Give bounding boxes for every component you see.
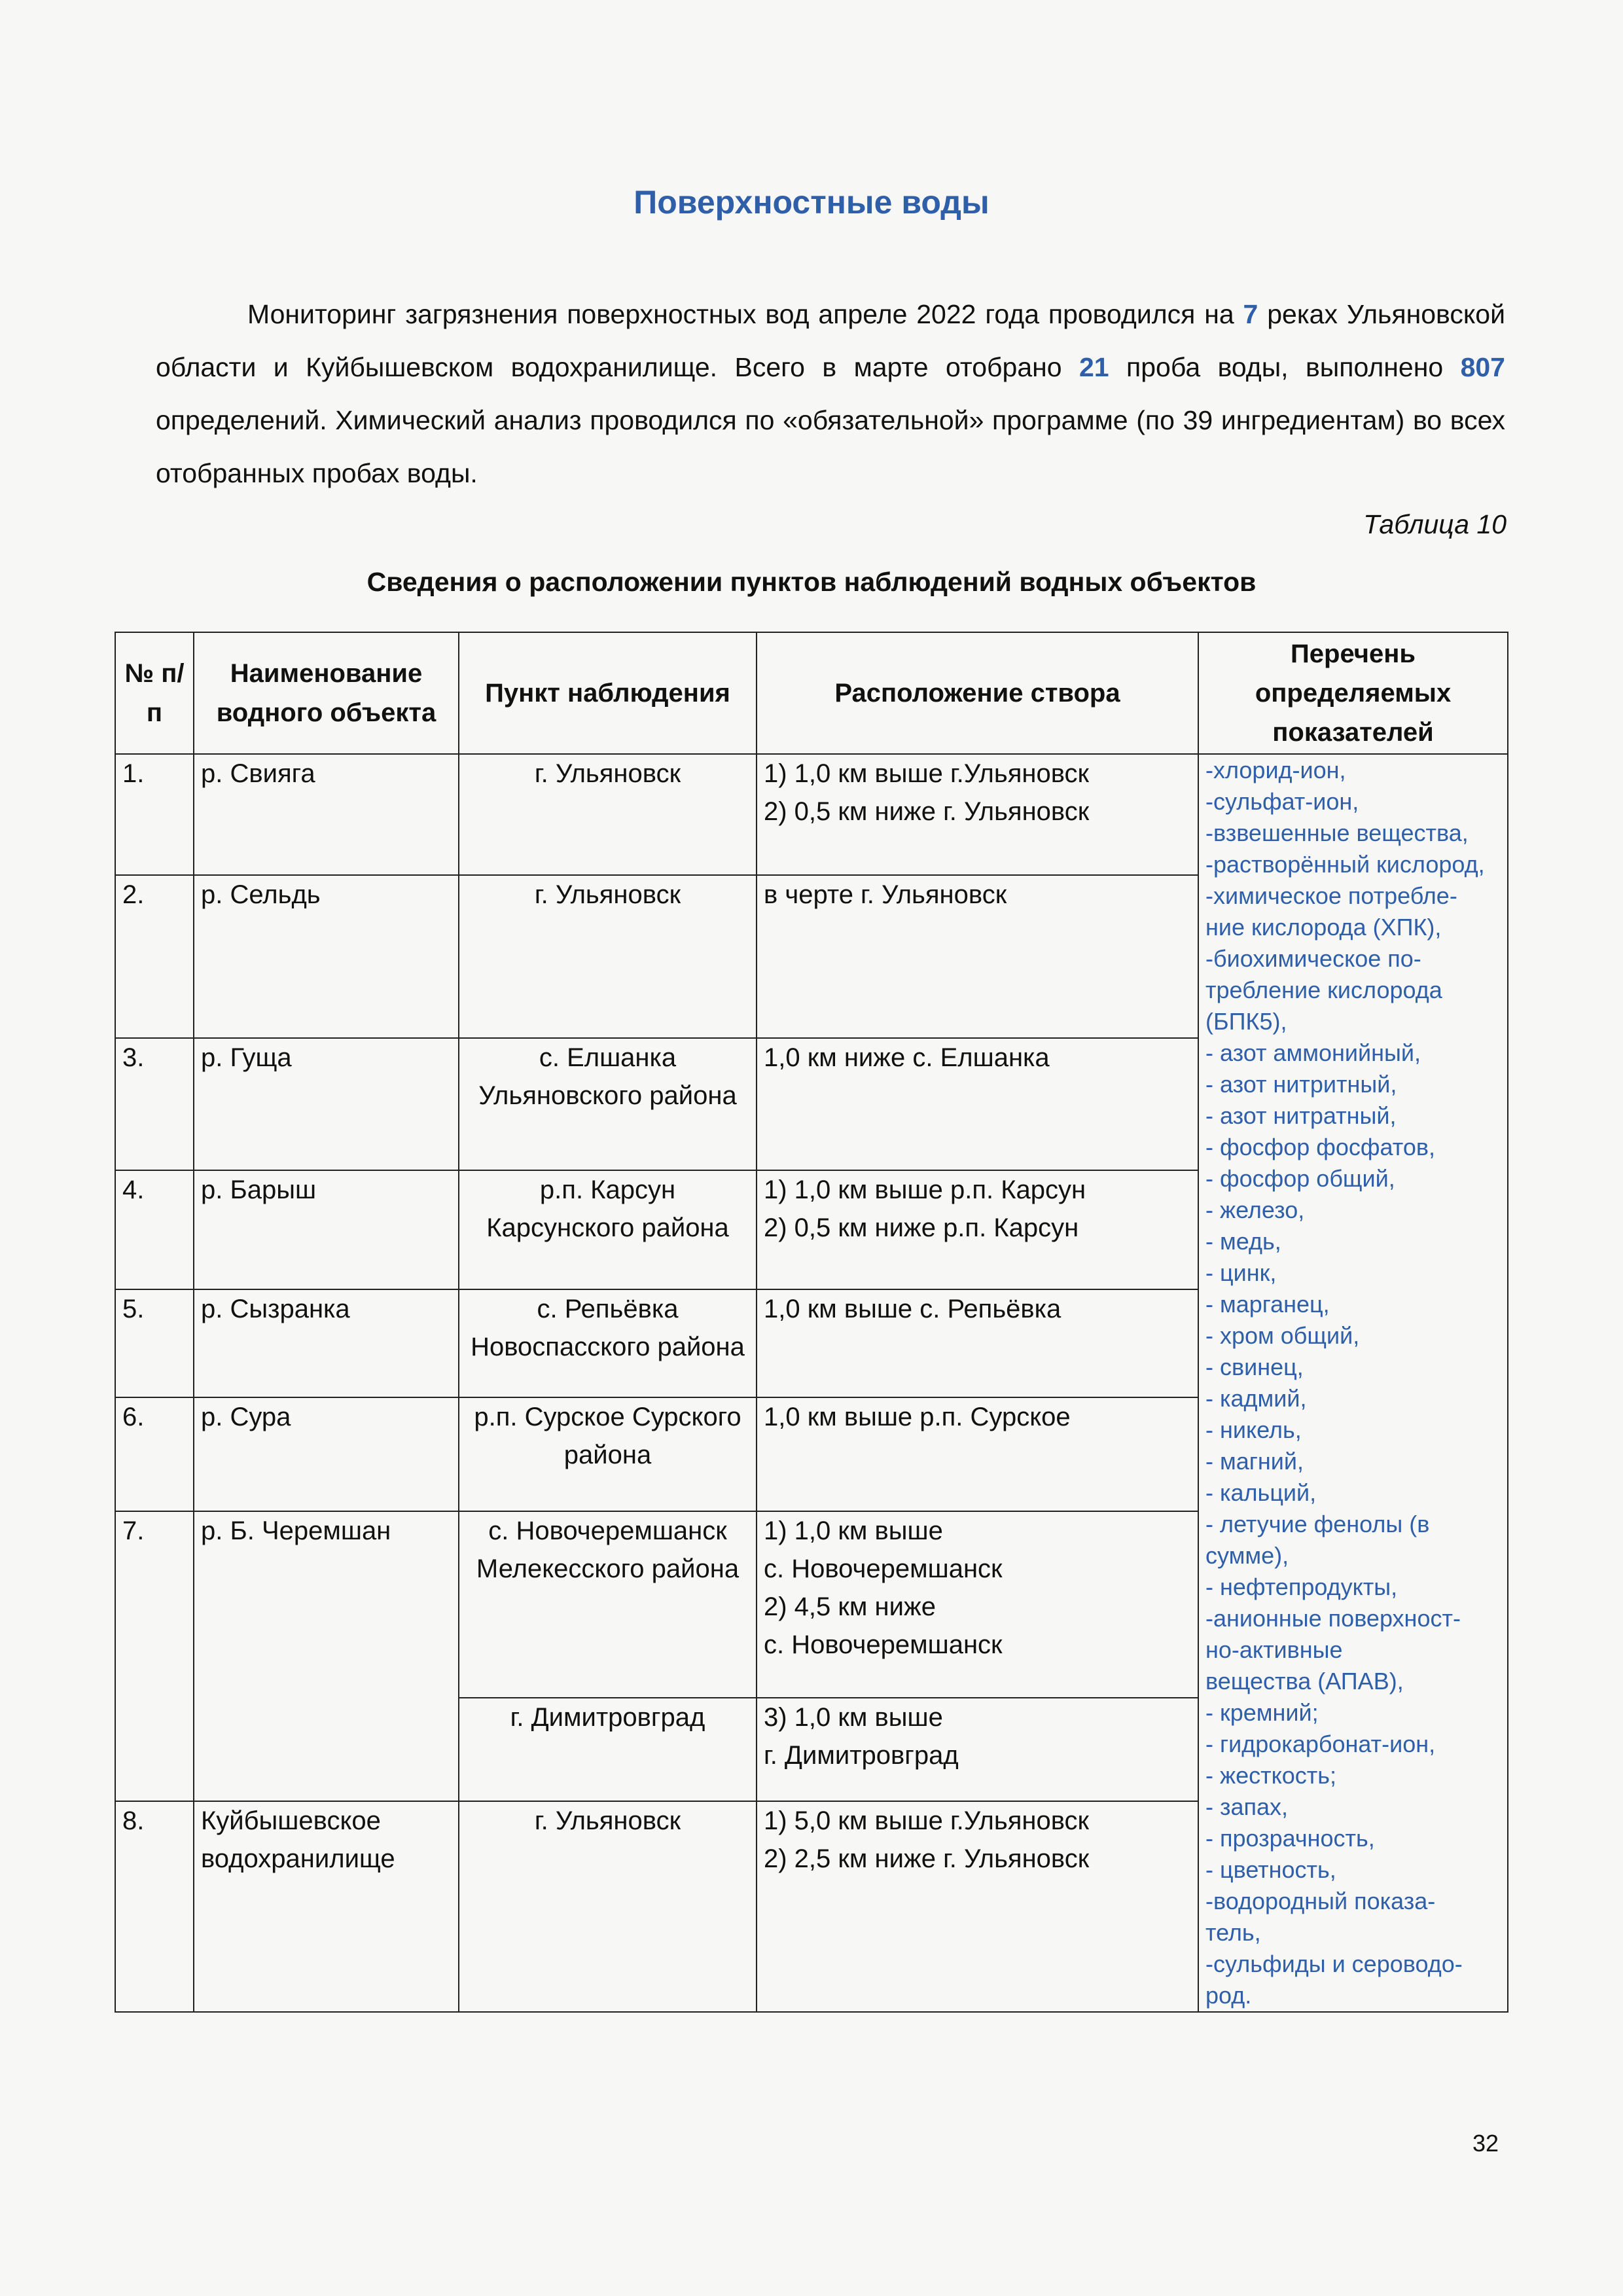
param-item: - кремний; [1205,1699,1319,1726]
location-line: 1) 5,0 км выше г.Ульяновск [764,1806,1089,1835]
param-item: - азот аммонийный, [1205,1039,1421,1066]
header-location: Расположение створа [757,632,1198,754]
cell-num: 2. [115,875,194,1038]
location-line: 2) 4,5 км ниже [764,1592,936,1621]
cell-num: 5. [115,1289,194,1397]
table-row [115,754,1508,875]
cell-water-body: р. Б. Черемшан [194,1511,459,1801]
param-item: -биохимическое по- [1205,945,1421,972]
location-line: 2) 0,5 км ниже г. Ульяновск [764,797,1090,826]
param-item: - цветность, [1205,1856,1336,1883]
param-item: - никель, [1205,1416,1302,1443]
table-header-row [115,632,1508,754]
cell-point: р.п. Карсун Карсунского района [459,1170,757,1289]
intro-text-4: определений. Химический анализ проводился по «обязательной» программе (по 39 ингредиентам) во всех отобранных пробах воды. [156,405,1505,488]
param-item: - цинк, [1205,1259,1277,1286]
cell-num: 6. [115,1397,194,1511]
table-caption: Таблица 10 [1363,509,1507,539]
cell-location: 1,0 км выше р.п. Сурское [757,1397,1198,1511]
location-line: 1) 1,0 км выше [764,1516,943,1545]
samples-count: 21 [1079,352,1109,382]
cell-water-body: р. Сызранка [194,1289,459,1397]
location-line: 2) 0,5 км ниже р.п. Карсун [764,1213,1079,1242]
cell-location [757,1801,1198,2012]
cell-location [757,1511,1198,1698]
location-line: 2) 2,5 км ниже г. Ульяновск [764,1844,1090,1873]
table-title: Сведения о расположении пунктов наблюдений водных объектов [366,567,1257,597]
location-line: 1) 1,0 км выше р.п. Карсун [764,1175,1086,1204]
cell-num: 7. [115,1511,194,1801]
page-number: 32 [1472,2130,1499,2157]
param-item: - жесткость; [1205,1762,1337,1789]
header-params: Перечень определяемых показателей [1198,632,1508,754]
param-item: требление кислорода [1205,977,1442,1003]
cell-num: 1. [115,754,194,875]
cell-location [757,754,1198,875]
param-item: - азот нитритный, [1205,1071,1397,1098]
param-item: - прозрачность, [1205,1825,1375,1852]
param-item: - свинец, [1205,1354,1304,1380]
param-item: - фосфор фосфатов, [1205,1134,1436,1160]
cell-point: с. Елшанка Ульяновского района [459,1038,757,1170]
param-item: вещества (АПАВ), [1205,1668,1404,1695]
param-item: -хлорид-ион, [1205,757,1346,783]
header-point: Пункт наблюдения [459,632,757,754]
cell-location: 1,0 км ниже с. Елшанка [757,1038,1198,1170]
rivers-count: 7 [1243,299,1258,329]
param-item: - кальций, [1205,1479,1317,1506]
cell-water-body: р. Сельдь [194,875,459,1038]
location-line: 3) 1,0 км выше [764,1703,943,1732]
cell-location [757,1170,1198,1289]
param-item: - нефтепродукты, [1205,1573,1398,1600]
cell-water-body: р. Барыш [194,1170,459,1289]
cell-point: с. Новочеремшанск Мелекесского района [459,1511,757,1698]
determinations-count: 807 [1460,352,1505,382]
param-item: тель, [1205,1919,1261,1946]
param-item: - гидрокарбонат-ион, [1205,1731,1436,1757]
param-item: - железо, [1205,1196,1305,1223]
param-item: - летучие фенолы (в [1205,1511,1430,1537]
cell-num: 4. [115,1170,194,1289]
param-item: но-активные [1205,1636,1343,1663]
cell-point: г. Ульяновск [459,875,757,1038]
intro-paragraph [156,288,1505,500]
cell-num: 3. [115,1038,194,1170]
param-item: -растворённый кислород, [1205,851,1485,878]
cell-point: г. Ульяновск [459,754,757,875]
page-heading: Поверхностные воды [633,184,990,221]
cell-water-body: р. Свияга [194,754,459,875]
param-item: -анионные поверхност- [1205,1605,1461,1632]
param-item: - фосфор общий, [1205,1165,1395,1192]
intro-text-2: реках Ульяновской области и Куйбышевском водохранилище. Всего в марте отобрано [156,299,1505,382]
param-item: -взвешенные вещества, [1205,819,1469,846]
intro-text-1: Мониторинг загрязнения поверхностных вод апреле 2022 года проводился на [247,299,1243,329]
cell-num: 8. [115,1801,194,2012]
param-item: - марганец, [1205,1291,1330,1318]
cell-location: 1,0 км выше с. Репьёвка [757,1289,1198,1397]
param-item: -водородный показа- [1205,1888,1436,1914]
observation-points-table [115,632,1508,2013]
cell-point: с. Репьёвка Новоспасского района [459,1289,757,1397]
param-item: -химическое потребле- [1205,882,1457,909]
cell-water-body: р. Сура [194,1397,459,1511]
cell-point: г. Димитровград [459,1698,757,1801]
location-line: г. Димитровград [764,1741,959,1770]
cell-point: г. Ульяновск [459,1801,757,2012]
param-item: род. [1205,1982,1252,2009]
param-item: сумме), [1205,1542,1289,1569]
param-item: -сульфат-ион, [1205,788,1359,815]
param-item: - хром общий, [1205,1322,1360,1349]
param-item: (БПК5), [1205,1008,1287,1035]
cell-params-list [1198,754,1508,2012]
param-item: - азот нитратный, [1205,1102,1397,1129]
param-item: -сульфиды и сероводо- [1205,1950,1463,1977]
cell-water-body: Куйбышевское водохранилище [194,1801,459,2012]
intro-text-3: проба воды, выполнено [1109,352,1461,382]
header-water-body: Наименование водного объекта [194,632,459,754]
param-item: - медь, [1205,1228,1281,1255]
param-item: - магний, [1205,1448,1304,1475]
location-line: с. Новочеремшанск [764,1630,1003,1659]
location-line: с. Новочеремшанск [764,1554,1003,1583]
cell-location: в черте г. Ульяновск [757,875,1198,1038]
param-item: - запах, [1205,1793,1289,1820]
param-item: - кадмий, [1205,1385,1307,1412]
param-item: ние кислорода (ХПК), [1205,914,1442,941]
header-num: № п/п [115,632,194,754]
cell-point: р.п. Сурское Сурского района [459,1397,757,1511]
cell-location [757,1698,1198,1801]
cell-water-body: р. Гуща [194,1038,459,1170]
location-line: 1) 1,0 км выше г.Ульяновск [764,759,1089,788]
